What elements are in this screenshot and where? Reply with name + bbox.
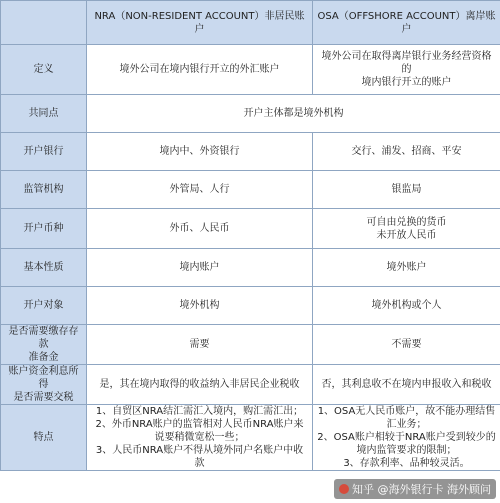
row-label: 监管机构 <box>1 171 87 209</box>
merged-cell: 开户主体都是境外机构 <box>87 95 500 133</box>
nra-cell: 境外公司在境内银行开立的外汇账户 <box>87 45 313 95</box>
osa-cell: 境外账户 <box>313 249 500 287</box>
header-nra: NRA（NON-RESIDENT ACCOUNT）非居民账户 <box>87 1 313 45</box>
nra-cell: 需要 <box>87 325 313 365</box>
row-label: 是否需要缴存存款 准备金 <box>1 325 87 365</box>
table-row <box>1 133 500 171</box>
row-label: 定义 <box>1 45 87 95</box>
row-label: 共同点 <box>1 95 87 133</box>
osa-cell: 交行、浦发、招商、平安 <box>313 133 500 171</box>
row-label: 特点 <box>1 405 87 471</box>
header-corner <box>1 1 87 45</box>
osa-cell: 否，其利息收不在境内申报收入和税收 <box>313 365 500 405</box>
osa-cell: 银监局 <box>313 171 500 209</box>
table-row <box>1 325 500 365</box>
header-row <box>1 1 500 45</box>
row-label: 账户资金利息所得 是否需要交税 <box>1 365 87 405</box>
row-label: 开户对象 <box>1 287 87 325</box>
brand-logo-icon <box>339 484 349 494</box>
nra-cell: 外管局、人行 <box>87 171 313 209</box>
osa-cell: 境外公司在取得离岸银行业务经营资格的 境内银行开立的账户 <box>313 45 500 95</box>
table-row <box>1 287 500 325</box>
table-row <box>1 209 500 249</box>
row-label: 开户银行 <box>1 133 87 171</box>
header-osa: OSA（OFFSHORE ACCOUNT）离岸账户 <box>313 1 500 45</box>
table-row <box>1 45 500 95</box>
nra-cell: 境内账户 <box>87 249 313 287</box>
nra-cell: 境内中、外资银行 <box>87 133 313 171</box>
watermark <box>334 479 496 499</box>
watermark-text: 知乎 @海外银行卡 <box>352 483 444 496</box>
osa-cell: 可自由兑换的货币 未开放人民币 <box>313 209 500 249</box>
row-label: 开户币种 <box>1 209 87 249</box>
table-row <box>1 365 500 405</box>
table-row <box>1 249 500 287</box>
nra-cell: 境外机构 <box>87 287 313 325</box>
osa-cell: 不需要 <box>313 325 500 365</box>
nra-cell: 1、自贸区NRA结汇需汇入境内，购汇需汇出； 2、外币NRA账户的监管相对人民币NRA账户来说要稍微宽松一些； 3、人民币NRA账户不得从境外同户名账户中收款 <box>87 405 313 471</box>
table-row <box>1 171 500 209</box>
osa-cell: 境外机构或个人 <box>313 287 500 325</box>
row-label: 基本性质 <box>1 249 87 287</box>
nra-cell: 外币、人民币 <box>87 209 313 249</box>
osa-cell: 1、OSA无人民币账户，故不能办理结售汇业务； 2、OSA账户相较于NRA账户受到较少的境内监管要求的限制； 3、存款利率、品种较灵活。 <box>313 405 500 471</box>
nra-cell: 是，其在境内取得的收益纳入非居民企业税收 <box>87 365 313 405</box>
table-row <box>1 405 500 471</box>
table-row <box>1 95 500 133</box>
watermark-badge: 海外顾问 <box>447 483 491 496</box>
